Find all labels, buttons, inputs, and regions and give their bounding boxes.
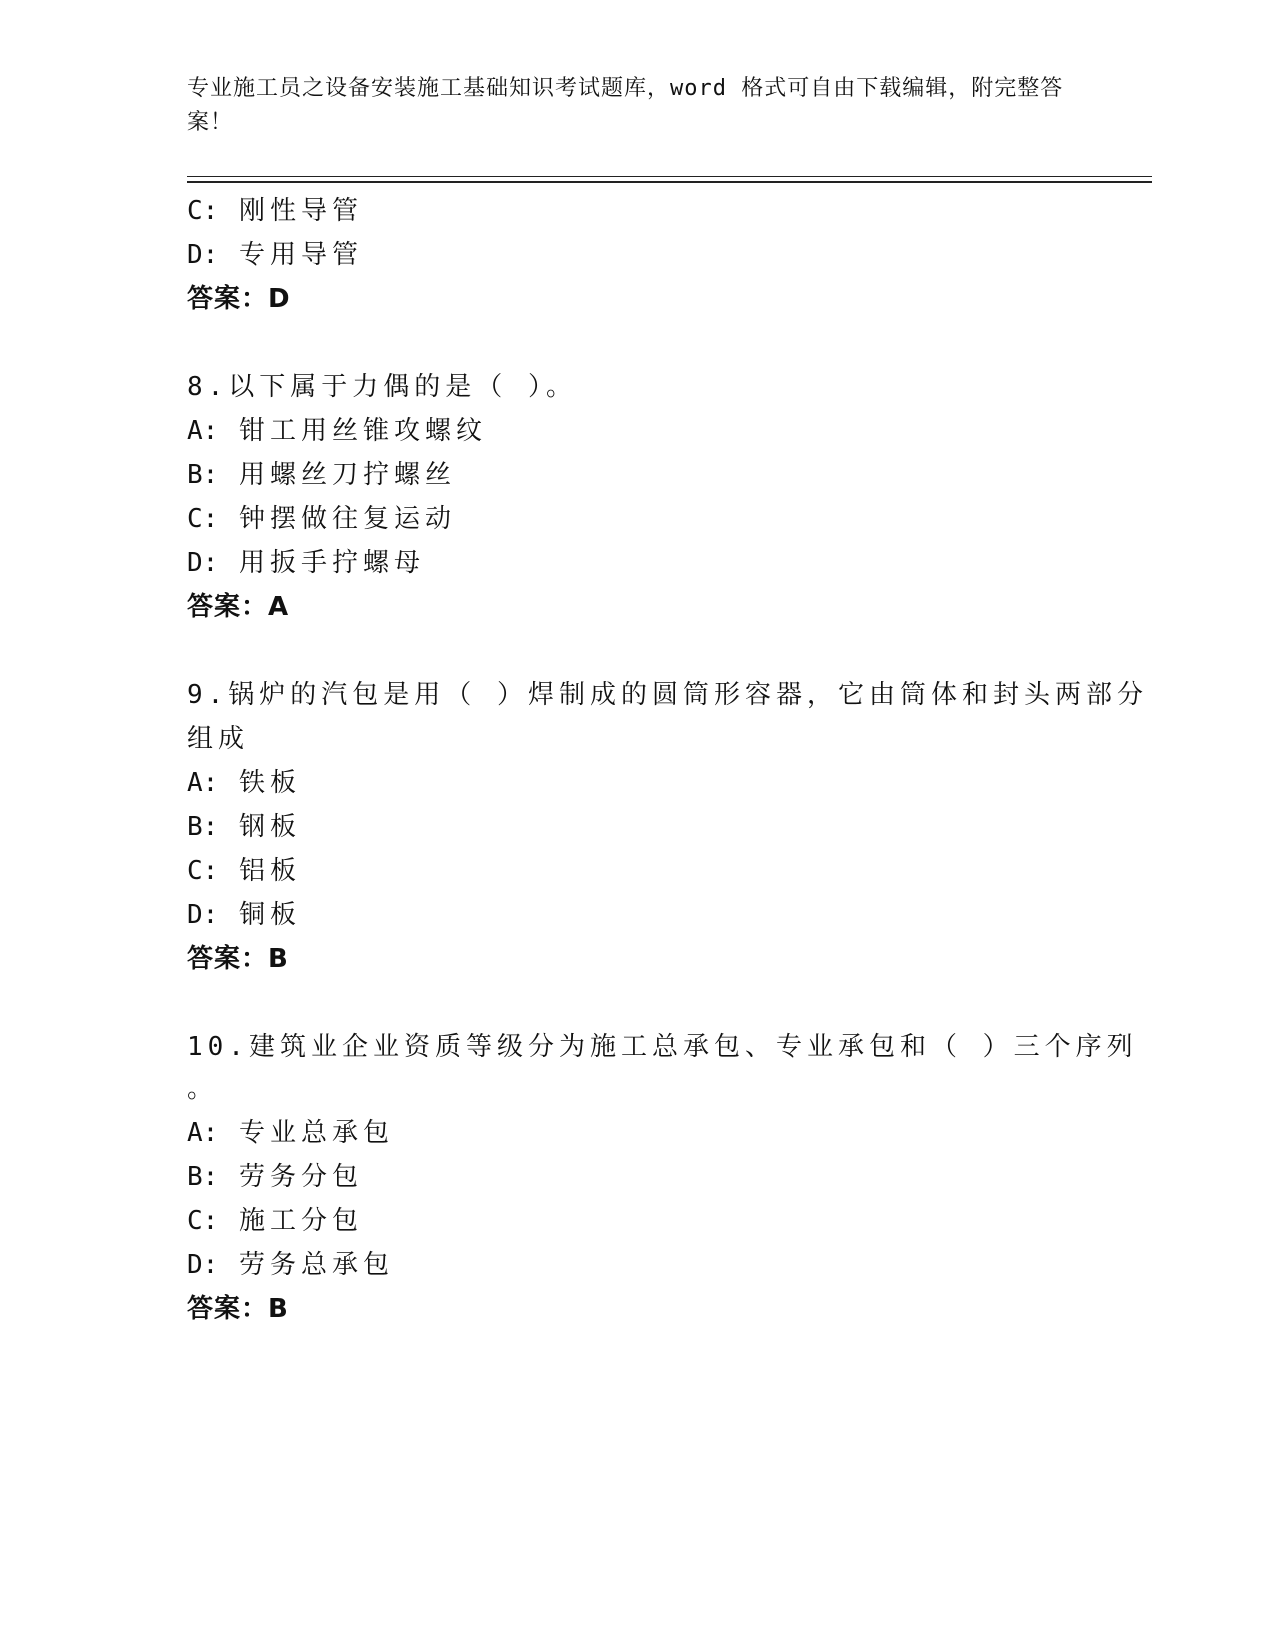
option-b: B: 钢板 [187,812,301,842]
question-stem: 10.建筑业企业资质等级分为施工总承包、专业承包和（ ）三个序列 [187,1032,1138,1062]
option-d: D: 专用导管 [187,240,363,270]
option-c: C: 钟摆做往复运动 [187,504,456,534]
option-d: D: 铜板 [187,900,301,930]
answer-line: 答案：D [187,284,291,314]
header-divider-thick [187,181,1152,183]
question-stem: 9.锅炉的汽包是用（ ）焊制成的圆筒形容器，它由筒体和封头两部分 [187,680,1148,710]
document-header: 专业施工员之设备安装施工基础知识考试题库，word 格式可自由下载编辑，附完整答案！ [187,76,1064,135]
option-a: A: 钳工用丝锥攻螺纹 [187,416,487,446]
question-stem-continued: 组成 [187,724,250,754]
option-c: C: 施工分包 [187,1206,363,1236]
option-d: D: 用扳手拧螺母 [187,548,425,578]
option-a: A: 铁板 [187,768,301,798]
question-stem: 8.以下属于力偶的是（ ）。 [187,372,577,402]
question-stem-continued: 。 [187,1074,219,1104]
answer-line: 答案：A [187,592,290,622]
option-d: D: 劳务总承包 [187,1250,394,1280]
option-b: B: 劳务分包 [187,1162,363,1192]
option-c: C: 铝板 [187,856,301,886]
option-a: A: 专业总承包 [187,1118,394,1148]
answer-line: 答案：B [187,1294,289,1324]
answer-line: 答案：B [187,944,289,974]
option-b: B: 用螺丝刀拧螺丝 [187,460,456,490]
header-divider-thin [187,176,1152,177]
option-c: C: 刚性导管 [187,196,363,226]
